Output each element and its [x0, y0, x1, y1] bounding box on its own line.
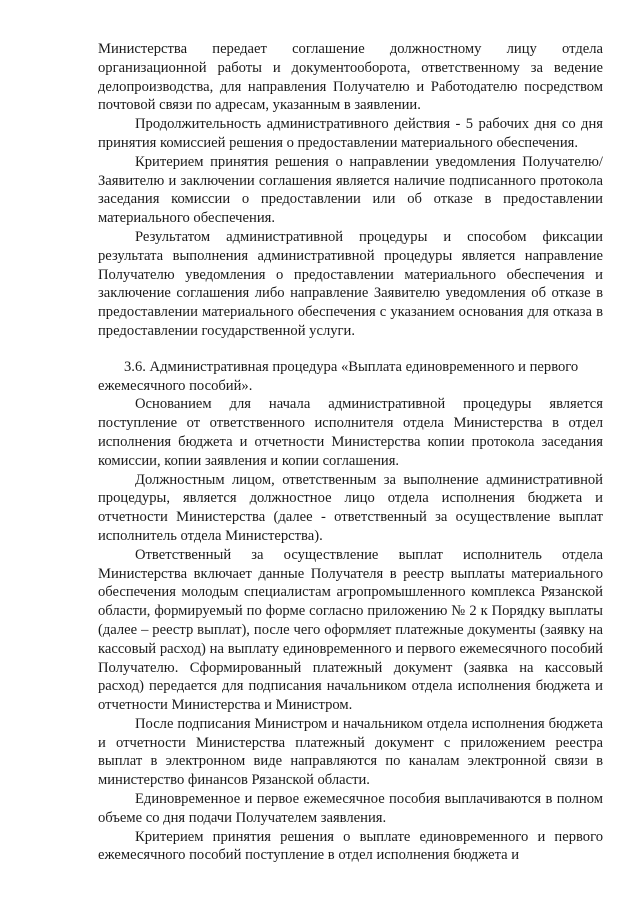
section-heading: 3.6. Административная процедура «Выплата единовременного и первого ежемесячного пособий». — [98, 358, 579, 394]
paragraph-payment: Единовременное и первое ежемесячное пособия выплачиваются в полном объеме со дня подачи Получателем заявления. — [98, 791, 603, 826]
paragraph-duration: Продолжительность административного действия - 5 рабочих дня со дня принятия комиссией решения о предоставлении материального обеспечения. — [98, 116, 603, 151]
paragraph-responsible-official: Должностным лицом, ответственным за выполнение административной процедуры, является должностное лицо отдела исполнения бюджета и отчетности Министерства (далее - ответственный за осуществление выплат исполнитель отдела Министерства). — [98, 471, 603, 544]
paragraph-continuation: Министерства передает соглашение должностному лицу отдела организационной работы и документооборота, ответственному за ведение делопроизводства, для направления Получателю и Работодателю посредством почтовой связи по адресам, указанным в заявлении. — [98, 41, 603, 114]
paragraph-signing: После подписания Министром и начальником отдела исполнения бюджета и отчетности Министерства платежный документ с приложением реестра выплат в электронном виде направляются по каналам электронной связи в министерство финансов Рязанской области. — [98, 715, 603, 789]
document-page — [98, 40, 603, 865]
paragraph-payment-criterion: Критерием принятия решения о выплате единовременного и первого ежемесячного пособий поступление в отдел исполнения бюджета и — [98, 828, 603, 864]
paragraph-criterion: Критерием принятия решения о направлении уведомления Получателю/Заявителю и заключении соглашения является наличие подписанного протокола заседания комиссии о предоставлении или об отказе в предоставлении материального обеспечения. — [98, 153, 603, 227]
paragraph-basis: Основанием для начала административной процедуры является поступление от ответственного исполнителя отдела Министерства в отдел исполнения бюджета и отчетности Министерства копии протокола заседания комиссии, копии заявления и копии соглашения. — [98, 396, 603, 469]
paragraph-result: Результатом административной процедуры и способом фиксации результата выполнения административной процедуры является направление Получателю уведомления о предоставлении материального обеспечения и заключение соглашения либо направление Заявителю уведомления об отказе в предоставлении материального обеспечения с указанием основания для отказа в предоставлении государственной услуги. — [98, 228, 603, 339]
paragraph-registry: Ответственный за осуществление выплат исполнитель отдела Министерства включает данные Получателя в реестр выплаты материального обеспечения молодым специалистам агропромышленного комплекса Рязанской области, формируемый по форме согласно приложению № 2 к Порядку выплаты (далее – реестр выплат), после чего оформляет платежные документы (заявку на кассовый расход) на выплату единовременного и первого ежемесячного пособий Получателю. Сформированный платежный документ (заявка на кассовый расход) передается для подписания начальником отдела исполнения бюджета и отчетности Министерства и Министром. — [98, 546, 603, 714]
